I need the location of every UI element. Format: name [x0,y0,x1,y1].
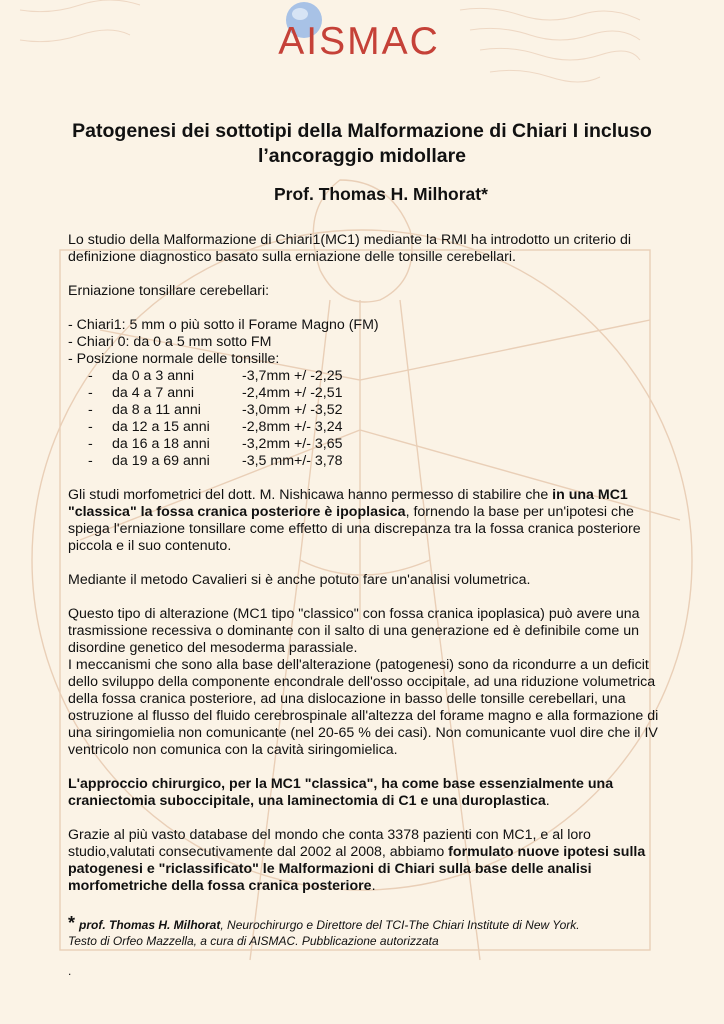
range-dash: - [88,402,93,418]
range-row [68,436,668,453]
footnote-role: , Neurochirurgo e Direttore del TCI-The Chiari Institute di New York. [220,918,580,932]
range-dash: - [88,436,93,452]
range-value: -2,4mm +/ -2,51 [242,385,343,401]
list-posizione: - Posizione normale delle tonsille: [68,351,280,367]
erniazione-heading: Erniazione tonsillare cerebellari: [68,283,270,299]
range-row [68,419,668,436]
range-row [68,368,668,385]
range-dash: - [88,453,93,469]
alterazione-paragraph: Questo tipo di alterazione (MC1 tipo "classico" con fossa cranica ipoplasica) può avere una trasmissione recessiva o dominante con il salto di una generazione ed è definibile come un disordine genetico del mesoderma parassiale. [68,606,640,656]
nishicawa-bold: in una MC1 "classica" la fossa cranica posteriore è ipoplasica [68,487,628,520]
range-value: -3,2mm +/- 3,65 [242,436,343,452]
footnote-line-2: Testo di Orfeo Mazzella, a cura di AISMAC. Pubblicazione autorizzata [68,934,439,948]
page-title: Patogenesi dei sottotipi della Malformazione di Chiari I incluso l’ancoraggio midollare [72,120,652,167]
list-chiari1: - Chiari1: 5 mm o più sotto il Forame Magno (FM) [68,317,379,333]
range-age: da 8 a 11 anni [112,402,201,418]
range-dash: - [88,368,93,384]
database-text: Grazie al più vasto database del mondo che conta 3378 pazienti con MC1, e al loro studio,valutati consecutivamente dal 2002 al 2008, abbiamo [68,827,591,860]
nishicawa-text: Gli studi morfometrici del dott. M. Nishicawa hanno permesso di stabilire che [68,487,553,503]
range-age: da 0 a 3 anni [112,368,195,384]
range-list [68,368,668,470]
aismac-logo [268,2,450,68]
chirurgico-paragraph [68,776,668,810]
database-end: . [371,878,376,894]
footnote [68,915,688,949]
range-value: -2,8mm +/- 3,24 [242,419,343,435]
chirurgico-end: . [545,793,550,809]
trailing-dot: . [68,964,72,978]
logo-text: AISMAC [278,20,440,63]
range-value: -3,0mm +/ -3,52 [242,402,343,418]
cavalieri-paragraph: Mediante il metodo Cavalieri si è anche potuto fare un'analisi volumetrica. [68,572,531,588]
nishicawa-text-end: , fornendo la base per un'ipotesi che spiega l'erniazione tonsillare come effetto di una discrepanza tra la fossa cranica posteriore piccola e il suo contenuto. [68,504,641,554]
range-row [68,385,668,402]
intro-paragraph: Lo studio della Malformazione di Chiari1(MC1) mediante la RMI ha introdotto un criterio di definizione diagnostico basato sulla erniazione delle tonsille cerebellari. [68,232,632,265]
database-paragraph [68,827,668,895]
footnote-line-1 [68,915,688,933]
range-age: da 19 a 69 anni [112,453,210,469]
range-value: -3,5 mm+/- 3,78 [242,453,343,469]
range-age: da 4 a 7 anni [112,385,195,401]
article-body [68,232,668,895]
chirurgico-bold: L'approccio chirurgico, per la MC1 "classica", ha come base essenzialmente una craniectomia suboccipitale, una laminectomia di C1 e una duroplastica [68,776,614,809]
range-dash: - [88,419,93,435]
range-row [68,453,668,470]
meccanismi-paragraph: I meccanismi che sono alla base dell'alterazione (patogenesi) sono da ricondurre a un deficit dello sviluppo della componente encondrale dell'osso occipitale, ad una riduzione volumetrica della fossa cranica posteriore, ad una dislocazione in basso delle tonsille cerebellari, una ostruzione al flusso del fluido cerebrospinale all'altezza del forame magno e alla formazione di una siringomielia non comunicante (nel 20-65 % dei casi). Non comunicante vuol dire che il IV ventricolo non comunica con la cavità siringomielica. [68,657,659,758]
list-chiari0: - Chiari 0: da 0 a 5 mm sotto FM [68,334,272,350]
range-row [68,402,668,419]
database-bold: formulato nuove ipotesi sulla patogenesi e "riclassificato" le Malformazioni di Chiari sulla base delle analisi morfometriche della fossa cranica posteriore [68,844,646,894]
author: Prof. Thomas H. Milhorat* [274,184,488,204]
range-value: -3,7mm +/ -2,25 [242,368,343,384]
range-dash: - [88,385,93,401]
range-age: da 12 a 15 anni [112,419,210,435]
footnote-name: prof. Thomas H. Milhorat [79,918,221,932]
range-age: da 16 a 18 anni [112,436,210,452]
footnote-star: * [68,913,76,933]
nishicawa-paragraph [68,487,668,555]
